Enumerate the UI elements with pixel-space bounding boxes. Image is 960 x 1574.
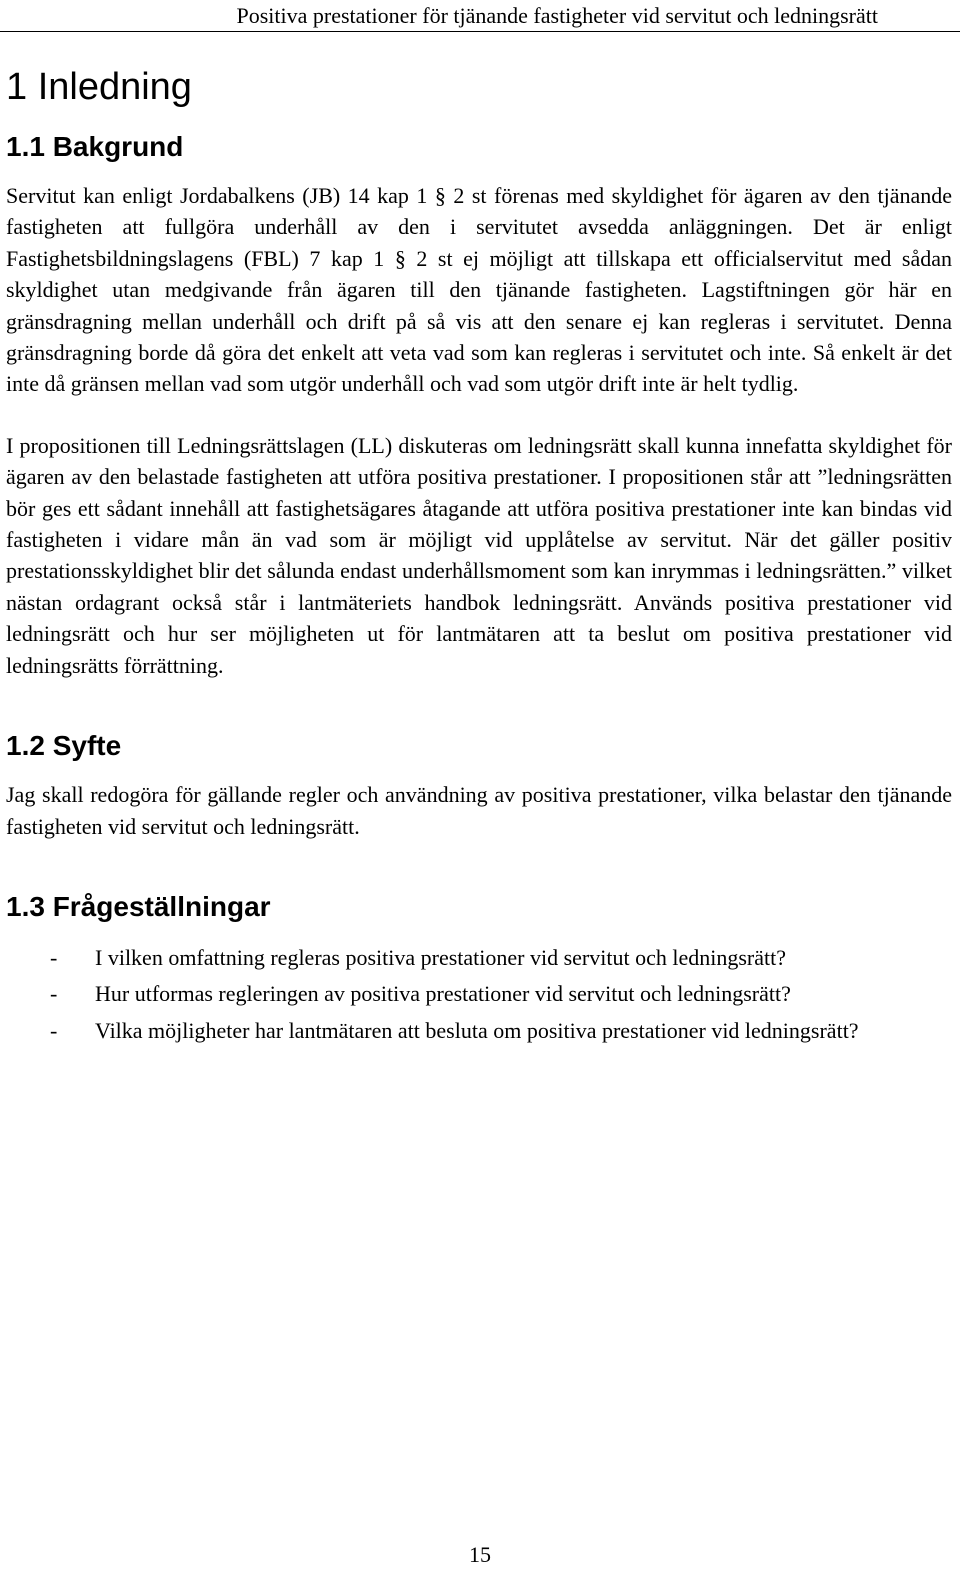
question-text: I vilken omfattning regleras positiva prestationer vid servitut och ledningsrätt? [95,944,786,970]
section-title-fragestallningar: 1.3 Frågeställningar [6,890,271,922]
paragraph-bakgrund-1: Servitut kan enligt Jordabalkens (JB) 14 kap 1 § 2 st förenas med skyldighet för ägaren av den tjänande fastigheten att fullgöra underhåll av den i servitutet avsedda anläggningen. Det är enligt Fastighetsbildningslagens (FBL) 7 kap 1 § 2 st ej möjligt att tillskapa ett officialservitut med sådan skyldighet utan medgivande från ägaren till den tjänande fastigheten. Lagstiftningen gör här en gränsdragning mellan underhåll och drift på så vis att den senare ej kan regleras i servitutet. Denna gränsdragning borde då göra det enkelt att veta vad som kan regleras i servitutet och inte. Så enkelt är det inte då gränsen mellan vad som utgör underhåll och vad som utgör drift inte är helt tydlig. [6,183,952,397]
section-title-bakgrund: 1.1 Bakgrund [6,131,184,162]
running-header [0,0,960,32]
question-text: Hur utformas regleringen av positiva prestationer vid servitut och ledningsrätt? [95,981,791,1007]
list-bullet: - [50,981,58,1007]
section-syfte [6,727,952,842]
list-item [6,1013,952,1050]
question-text: Vilka möjligheter har lantmätaren att besluta om positiva prestationer vid ledningsrätt? [95,1017,859,1043]
chapter-title: 1 Inledning [6,66,192,108]
question-list [6,940,952,1050]
page-content [6,56,952,1049]
paragraph-bakgrund-2: I propositionen till Ledningsrättslagen (LL) diskuteras om ledningsrätt skall kunna innefatta skyldighet för ägaren av den belastade fastigheten att utföra positiva prestationer. I propositionen står att ”ledningsrätten bör ges ett sådant innehåll att fastighetsägares åtagande att utföra positiva prestationer inte kan bindas vid fastigheten i vidare mån än vad som är möjligt vid upplåtelse av servitut. När det gäller positiv prestationsskyldighet blir det sålunda endast underhållsmoment som kan inrymmas i ledningsrätten.” vilket nästan ordagrant också står i lantmäteriets handbok ledningsrätt. Används positiva prestationer vid ledningsrätt och hur ser möjligheten ut för lantmätaren att ta beslut om positiva prestationer vid ledningsrätts förrättning. [6,432,952,678]
section-title-syfte: 1.2 Syfte [6,730,122,762]
section-fragestallningar [6,888,952,1050]
list-bullet: - [50,944,58,970]
list-item [6,940,952,977]
running-header-title: Positiva prestationer för tjänande fastigheter vid servitut och ledningsrätt [236,3,878,28]
list-item [6,976,952,1013]
paragraph-syfte: Jag skall redogöra för gällande regler och användning av positiva prestationer, vilka belastar den tjänande fastigheten vid servitut och ledningsrätt. [6,782,952,839]
page-number: 15 [469,1542,491,1567]
section-bakgrund [6,128,952,681]
list-bullet: - [50,1017,58,1043]
